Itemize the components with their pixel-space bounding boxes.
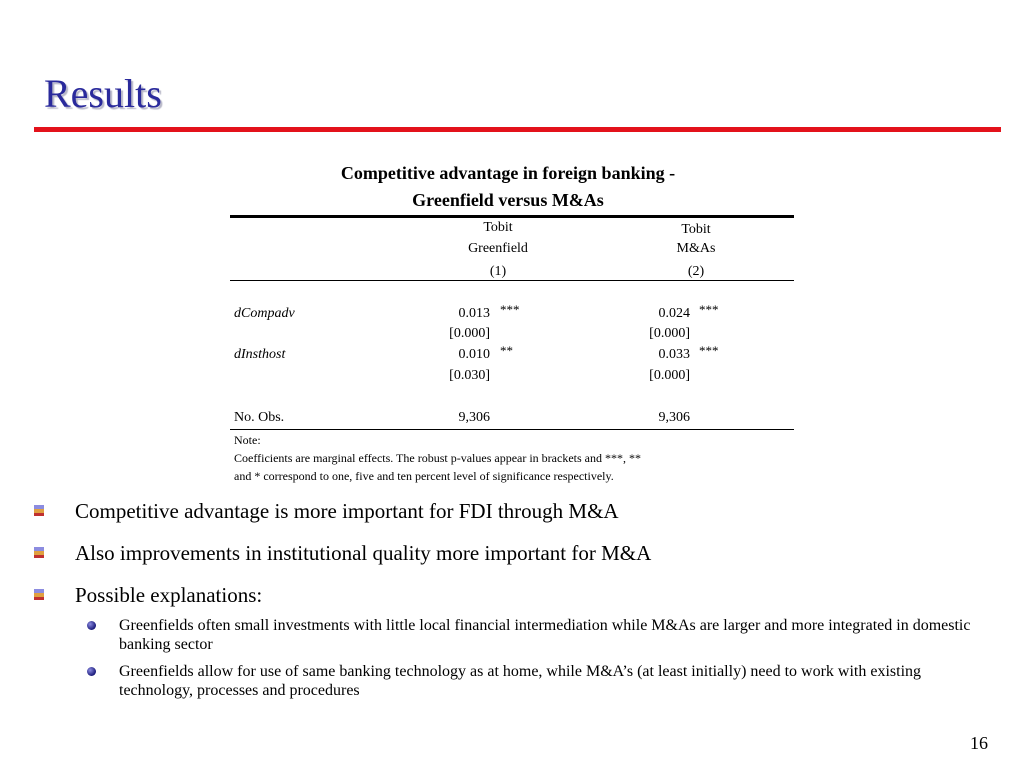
pval-dcompadv-ma: [0.000] (649, 326, 690, 341)
obs-greenfield: 9,306 (458, 410, 490, 425)
title-divider (34, 127, 1001, 132)
sub-bullet-dot-icon (87, 621, 96, 630)
bullet-list (34, 496, 994, 708)
table-note-line1: Coefficients are marginal effects. The robust p-values appear in brackets and ***, ** (234, 451, 641, 465)
stars-dinsthost-greenfield: ** (500, 343, 513, 358)
table-header (230, 218, 794, 280)
col2-number: (2) (687, 264, 705, 279)
table-title-line2: Greenfield versus M&As (412, 190, 604, 210)
row-label-obs: No. Obs. (234, 410, 285, 425)
coef-dcompadv-ma: 0.024 (658, 306, 690, 321)
slide-title: Results (44, 71, 162, 116)
coef-dinsthost-greenfield: 0.010 (458, 347, 490, 362)
stars-dcompadv-ma: *** (699, 302, 719, 317)
row-label-dcompadv: dCompadv (234, 306, 295, 321)
bullet-marker-icon (34, 547, 44, 558)
bullet-text: Competitive advantage is more important for FDI through M&A (75, 499, 619, 523)
table-note-line2: and * correspond to one, five and ten percent level of significance respectively. (234, 469, 614, 483)
page-number: 16 (970, 733, 988, 753)
bullet-text: Possible explanations: (75, 583, 263, 607)
sub-bullet-text: Greenfields often small investments with little local financial intermediation while M&As are larger and more integrated in domestic banking sector (119, 617, 971, 653)
coef-dinsthost-ma: 0.033 (658, 347, 690, 362)
stars-dcompadv-greenfield: *** (500, 302, 520, 317)
coef-dcompadv-greenfield: 0.013 (458, 306, 490, 321)
stars-dinsthost-ma: *** (699, 343, 719, 358)
bullet-marker-icon (34, 505, 44, 516)
sub-bullet-text: Greenfields allow for use of same banking technology as at home, while M&A’s (at least initially) need to work with existing technology, processes and procedures (119, 663, 922, 699)
table-note-label: Note: (234, 433, 261, 447)
pval-dinsthost-greenfield: [0.030] (449, 368, 490, 383)
table-bottom-rule (230, 429, 794, 430)
col1-type: Greenfield (468, 241, 528, 256)
bullet-text: Also improvements in institutional quality more important for M&A (75, 541, 652, 565)
table-body (230, 281, 794, 429)
col2-method: Tobit (681, 222, 711, 237)
sub-bullet-dot-icon (87, 667, 96, 676)
sub-bullet-item (34, 616, 999, 654)
bullet-item (34, 580, 994, 610)
pval-dcompadv-greenfield: [0.000] (449, 326, 490, 341)
bullet-marker-icon (34, 589, 44, 600)
sub-bullet-item (34, 662, 999, 700)
pval-dinsthost-ma: [0.000] (649, 368, 690, 383)
bullet-item (34, 496, 994, 526)
table-title-line1: Competitive advantage in foreign banking - (340, 163, 676, 183)
col1-number: (1) (489, 264, 507, 279)
obs-ma: 9,306 (658, 410, 690, 425)
col1-method: Tobit (483, 220, 513, 235)
row-label-dinsthost: dInsthost (234, 347, 286, 362)
bullet-item (34, 538, 994, 568)
col2-type: M&As (676, 241, 716, 256)
results-table (230, 160, 794, 485)
